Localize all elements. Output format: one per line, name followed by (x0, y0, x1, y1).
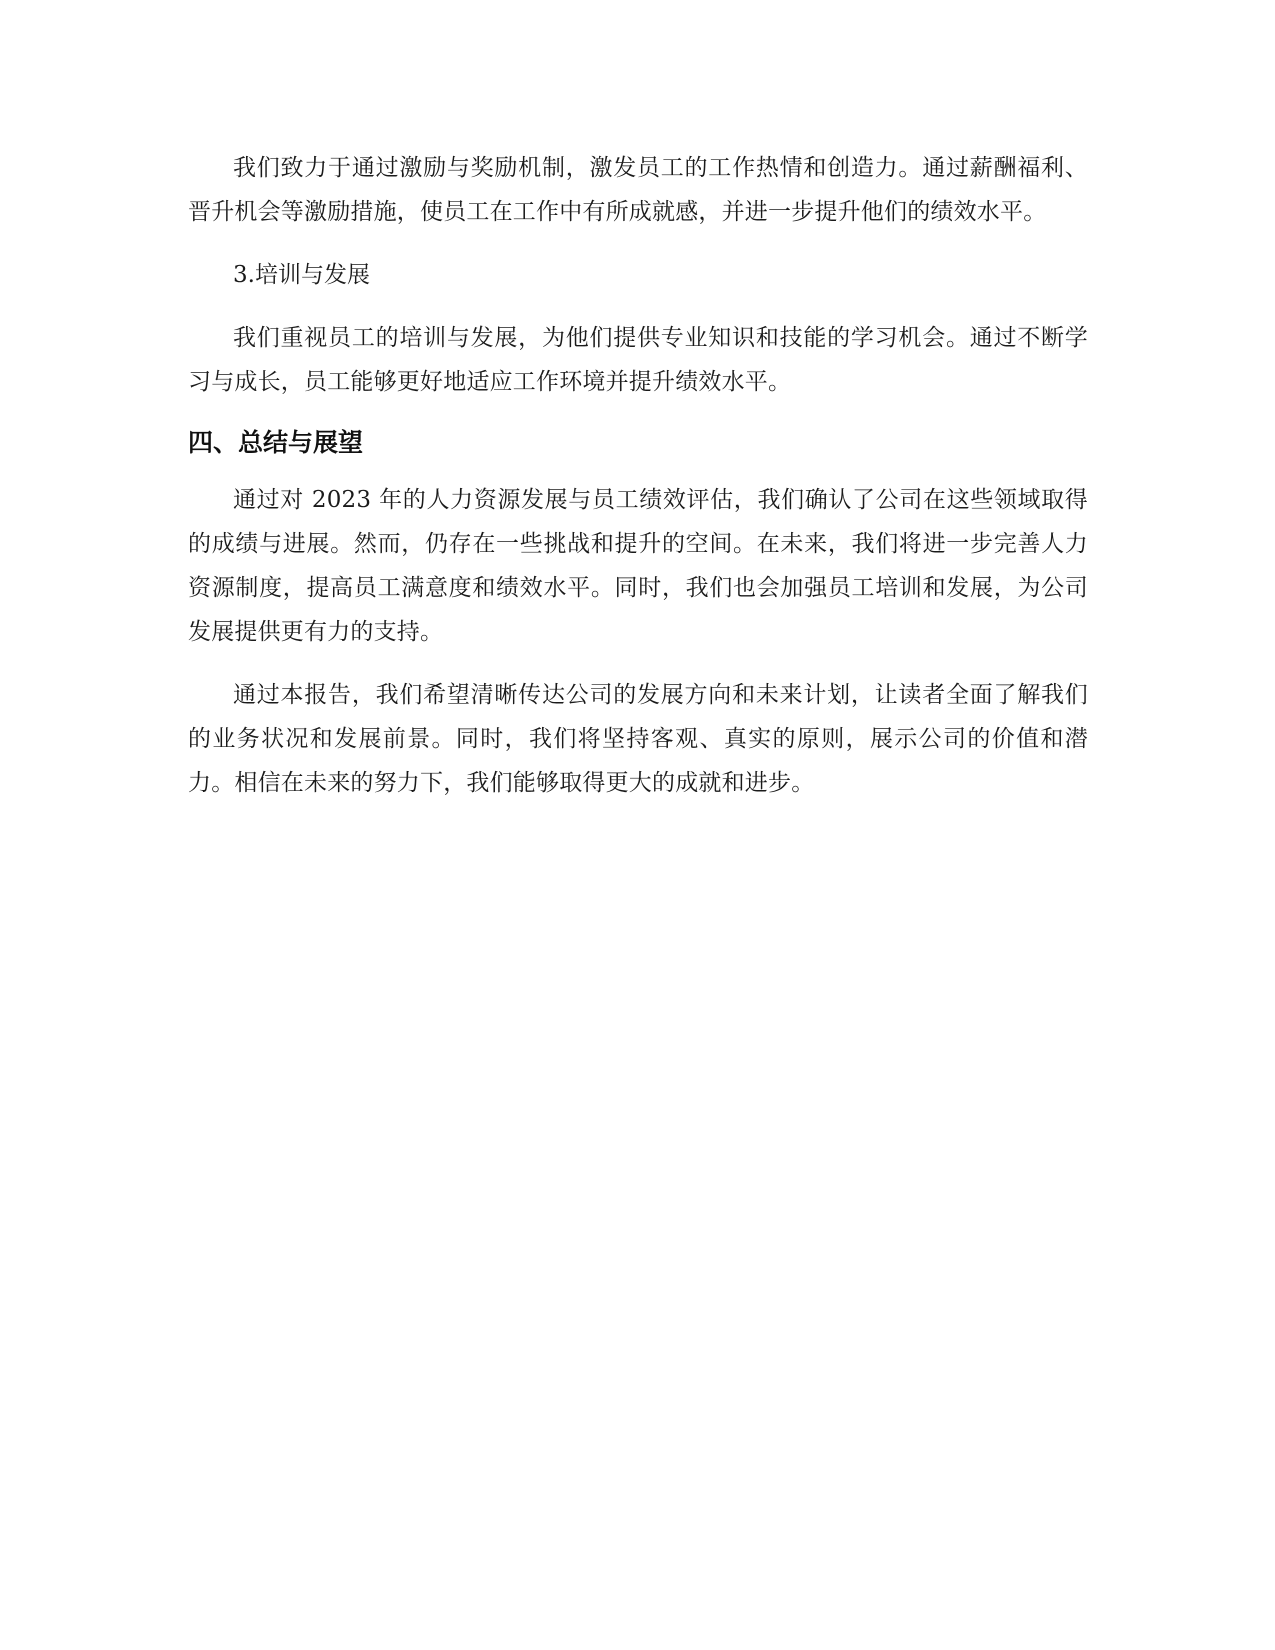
paragraph-training: 我们重视员工的培训与发展，为他们提供专业知识和技能的学习机会。通过不断学习与成长，员工能够更好地适应工作环境并提升绩效水平。 (188, 325, 1088, 395)
document-body (188, 146, 1088, 824)
paragraph-summary-2: 通过本报告，我们希望清晰传达公司的发展方向和未来计划，让读者全面了解我们的业务状况和发展前景。同时，我们将坚持客观、真实的原则，展示公司的价值和潜力。相信在未来的努力下，我们能够取得更大的成就和进步。 (188, 682, 1088, 796)
subheading-training: 3.培训与发展 (233, 262, 370, 288)
section-heading-summary: 四、总结与展望 (188, 428, 364, 457)
paragraph-incentive: 我们致力于通过激励与奖励机制，激发员工的工作热情和创造力。通过薪酬福利、晋升机会等激励措施，使员工在工作中有所成就感，并进一步提升他们的绩效水平。 (188, 155, 1088, 225)
paragraph-summary-1: 通过对 2023 年的人力资源发展与员工绩效评估，我们确认了公司在这些领域取得的成绩与进展。然而，仍存在一些挑战和提升的空间。在未来，我们将进一步完善人力资源制度，提高员工满意度和绩效水平。同时，我们也会加强员工培训和发展，为公司发展提供更有力的支持。 (188, 487, 1088, 645)
